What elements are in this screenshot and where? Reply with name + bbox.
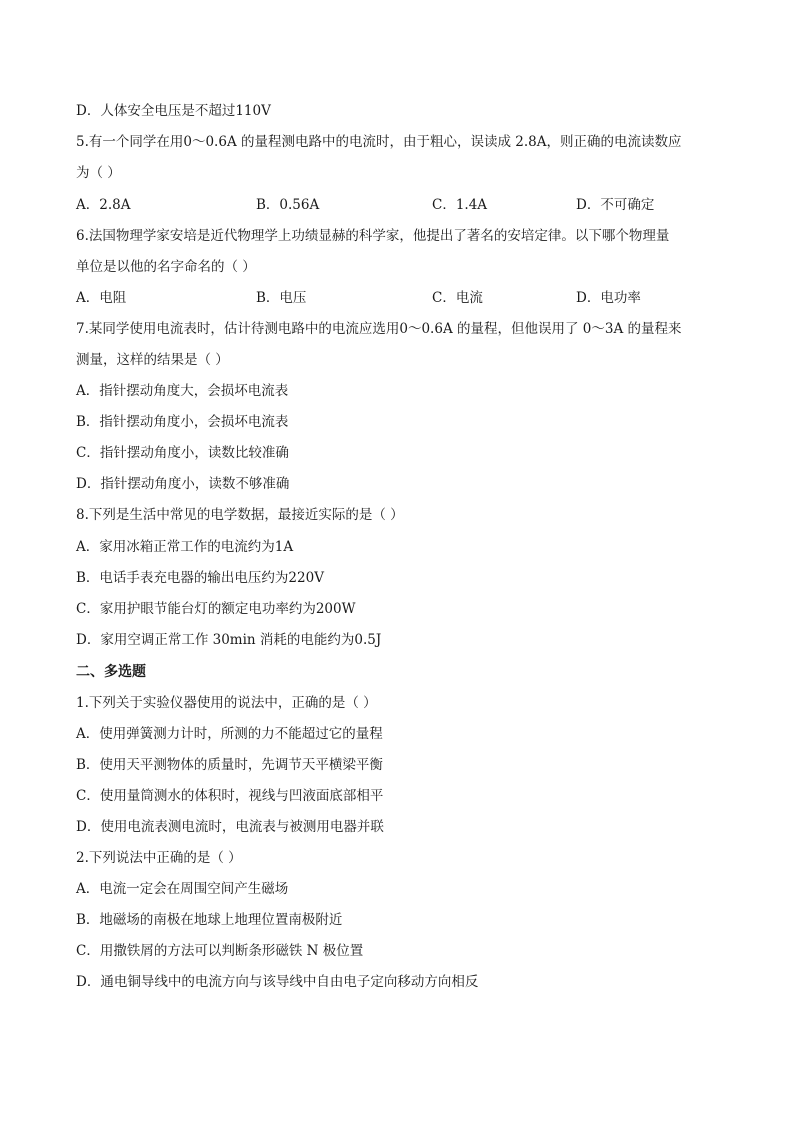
q5-option-b: B．0.56A: [256, 197, 320, 213]
q8-stem: 8.下列是生活中常见的电学数据，最接近实际的是（ ）: [76, 507, 404, 523]
mq1-option-c: C．使用量筒测水的体积时，视线与凹液面底部相平: [76, 788, 384, 804]
q7-option-b: B．指针摆动角度小，会损坏电流表: [76, 414, 289, 430]
q8-option-d: D．家用空调正常工作 30min 消耗的电能约为0.5J: [76, 632, 382, 648]
q7-stem-line-2: 测量，这样的结果是（ ）: [76, 352, 229, 368]
mq2-option-a: A．电流一定会在周围空间产生磁场: [76, 881, 289, 897]
q8-option-c: C．家用护眼节能台灯的额定电功率约为200W: [76, 601, 356, 617]
mq2-stem: 2.下列说法中正确的是（ ）: [76, 850, 242, 866]
mq1-option-b: B．使用天平测物体的质量时，先调节天平横梁平衡: [76, 757, 383, 773]
mq2-option-c: C．用撒铁屑的方法可以判断条形磁铁 N 极位置: [76, 943, 364, 959]
q4-option-d: D．人体安全电压是不超过110V: [76, 103, 271, 119]
q7-stem-line-1: 7.某同学使用电流表时，估计待测电路中的电流应选用0～0.6A 的量程，但他误用了 0～3A 的量程来: [76, 321, 682, 337]
q5-stem-line-1: 5.有一个同学在用0～0.6A 的量程测电路中的电流时，由于粗心，误读成 2.8A，则正确的电流读数应: [76, 134, 682, 150]
q6-option-a: A．电阻: [76, 290, 127, 306]
q5-option-c: C．1.4A: [432, 197, 488, 213]
mq2-option-b: B．地磁场的南极在地球上地理位置南极附近: [76, 912, 343, 928]
q5-options-row: [76, 195, 726, 215]
q6-option-c: C．电流: [432, 290, 483, 306]
mq1-option-d: D．使用电流表测电流时，电流表与被测用电器并联: [76, 819, 384, 835]
mq1-stem: 1.下列关于实验仪器使用的说法中，正确的是（ ）: [76, 695, 377, 711]
mq2-option-d: D．通电铜导线中的电流方向与该导线中自由电子定向移动方向相反: [76, 974, 479, 990]
q6-stem-line-2: 单位是以他的名字命名的（ ）: [76, 259, 256, 275]
q5-option-d: D．不可确定: [576, 197, 655, 213]
q6-options-row: [76, 288, 726, 308]
q8-option-a: A．家用冰箱正常工作的电流约为1A: [76, 539, 294, 555]
q5-option-a: A．2.8A: [76, 197, 131, 213]
q6-stem-line-1: 6.法国物理学家安培是近代物理学上功绩显赫的科学家，他提出了著名的安培定律。以下哪个物理量: [76, 228, 670, 244]
q7-option-c: C．指针摆动角度小，读数比较准确: [76, 445, 289, 461]
q6-option-d: D．电功率: [576, 290, 641, 306]
q5-stem-line-2: 为（ ）: [76, 165, 121, 181]
q8-option-b: B．电话手表充电器的输出电压约为220V: [76, 570, 324, 586]
section-heading-multiple-choice: 二、多选题: [76, 664, 146, 680]
q7-option-d: D．指针摆动角度小，读数不够准确: [76, 476, 290, 492]
q6-option-b: B．电压: [256, 290, 307, 306]
q7-option-a: A．指针摆动角度大，会损坏电流表: [76, 383, 289, 399]
mq1-option-a: A．使用弹簧测力计时，所测的力不能超过它的量程: [76, 726, 383, 742]
